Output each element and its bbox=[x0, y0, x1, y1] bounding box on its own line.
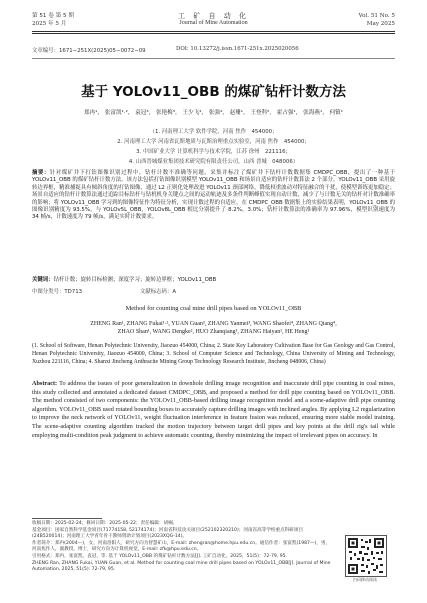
authors-en-line-2: ZHAO Shan¹, WANG Dengke², HUO Zhanqiang¹, ZHANG Haiyan¹, HE Heng¹ bbox=[117, 329, 310, 336]
abstract-cn bbox=[32, 170, 395, 222]
affiliations-en: (1. School of Software, Henan Polytechnic University, Jiaozuo 454000, China; 2. State Key Laboratory Cultivation Base for Gas Geology and Gas Control, Henan Polytechnic University, Jiaozuo 454000, China; 3. School of Computer Science and Technology, China University of Mining and Technology, Xuzhou 221116, China; 4. Shanxi Jincheng Anthracite Mining Group Technology Research Institute, Jincheng 048006, China) bbox=[32, 343, 395, 365]
paper-title-cn: 基于 YOLOv11_OBB 的煤矿钻杆计数方法 bbox=[81, 84, 346, 100]
footnote-author-bio: 作者简介：郑冉(2004—)，女，河南洛阳人，研究方向为智慧矿山，E-mail: zhengran@home.hpu.edu.cn。通信作者：张富凯(1987—)，男，河南焦作人，副教授，博士，研究方向为计算机视觉，E-mail: zfk@hpu.edu.cn。 bbox=[32, 540, 331, 553]
footnote-funding: 基金项目：国家自然科学基金项目(71774158, 52174174)；河南省科技攻关项目(252102320210)；河南省高等学校重点科研项目(24B520014)；河南理工大学青年骨干教师资助计划项目(2023XQG-14)。 bbox=[32, 527, 304, 540]
qr-code-graphic bbox=[346, 536, 386, 576]
header-rule-top bbox=[32, 31, 395, 32]
header-rule-bottom bbox=[32, 33, 395, 34]
abstract-en-text: To address the issues of poor generalization in downhole drilling image recognition and inaccurate drill pipe counting in coal mines, this study collected and annotated a dedicated dataset CMDPC_OBB, and proposed a method for drill pipe counting based on YOLOv11_OBB. The method consisted of two components: the YOLOv11_OBB-based drilling image recognition model and a scene-adaptive drill pipe counting algorithm. YOLOv11_OBB used rotated bounding boxes to accurately capture drilling images with inclined angles. By applying L2 regularization to improve the neck network of YOLOv11, weight fluctuation interference in feature fusion was reduced, ensuring more stable model training. The scene-adaptive counting algorithm tracked the motion trajectory between target drill pipes and key points at the drill rig's tail while employing multi-condition peak judgment to achieve automatic counting, thereby minimizing the impact of irrelevant pipes on accuracy. In bbox=[32, 380, 395, 439]
qr-caption: 扫码移动阅读 bbox=[353, 577, 377, 582]
authors-en-line-1: ZHENG Ran¹, ZHANG Fukai¹·², YUAN Guan³, ZHANG Yanmei³, WANG Shaofei⁴, ZHANG Qiang⁴, bbox=[90, 321, 337, 327]
volume-issue-en: Vol. 51 No. 5 bbox=[358, 13, 395, 19]
issue-date: May 2025 bbox=[366, 21, 395, 27]
abstract-en-label: Abstract: bbox=[32, 380, 60, 387]
meta-rule bbox=[32, 58, 395, 59]
volume-issue-cn: 第 51 卷 第 5 期 bbox=[32, 13, 74, 19]
abstract-en bbox=[32, 380, 395, 440]
keywords-cn-label: 关键词： bbox=[32, 277, 54, 283]
footnote-rule bbox=[32, 518, 102, 519]
date-en: 2025 年 5 月 bbox=[32, 21, 67, 27]
authors-en bbox=[0, 320, 427, 337]
abstract-cn-text: 针对煤矿井下打钻图像识别过程中，钻杆计数不准确等问题，采集并标注了煤矿井下钻杆计数数据集 CMDPC_OBB，提出了一种基于 YOLOv11_OBB 的煤矿钻杆计数方法。该方法包括打钻图像识别模型 YOLOv11_OBB 和场景自适应的钻杆计数算法 2 个部分。YOLOv11_OBB 采用旋转边界框，精准捕捉具有倾斜角度的打钻图像，通过 L2 正则化处理改进 YOLOv11 颈部网络，降低权重波动对特征融合的干扰，使模型训练更加稳定；场景自适应的钻杆计数算法通过追踪目标钻杆与钻机机身关键点之间的运动轨迹及多条件判断峰值实现自动计数，减少了与计数无关的钻杆对计数准确率的影响；将 YOLOv11_OBB 学习到的图像特征作为特征分析，实现计数过程的自适应。在 CMDPC_OBB 数据集上的实验结果表明，YOLOv11_OBB 的图像识别精度为 93.5%，与 YOLOv5L_OBB，YOLOv8L_OBB 相比分别提升了 8.2%，3.0%；钻杆计数算法的准确率为 97.96%，模型识别速度为 34 帧/s，计数速度为 79 帧/s，满足实时计数要求。 bbox=[32, 170, 395, 221]
qr-code bbox=[345, 535, 387, 577]
affiliation-1: （1. 河南理工大学 软件学院，河南 焦作 454000； bbox=[149, 129, 278, 135]
affiliation-2: 2. 河南理工大学 河南省瓦斯地质与瓦斯治理重点实验室，河南 焦作 454000； bbox=[117, 139, 310, 145]
footnote-citation-cn: 引用格式：郑冉，张富凯，袁冠，等. 基于 YOLOv11_OBB 的煤矿钻杆计数方法[J]. 工矿自动化，2025，51(5)：72-79, 95. bbox=[32, 553, 288, 559]
abstract-cn-label: 摘要： bbox=[32, 170, 50, 176]
doi: DOI: 10.13272/j.issn.1671-251x.2025020056 bbox=[176, 46, 299, 52]
journal-title-cn: 工 矿 自 动 化 bbox=[178, 12, 249, 20]
authors-cn: 郑冉¹， 张富凯¹·²， 袁冠³， 张艳梅³， 王少飞⁴， 张强⁴， 赵珊¹， 王登科²， 霍占强¹， 张海燕¹， 何镇¹ bbox=[83, 110, 344, 116]
footnote-received: 收稿日期：2025-02-24；修回日期：2025-05-22；责任编辑：胡娴。 bbox=[32, 521, 178, 526]
footnotes bbox=[32, 521, 332, 574]
affiliation-3: 3. 中国矿业大学 计算机科学与技术学院，江苏 徐州 221116； bbox=[136, 149, 291, 155]
journal-title-en: Journal of Mine Automation bbox=[179, 20, 248, 26]
keywords-cn bbox=[32, 277, 395, 284]
keywords-cn-text: 钻杆计数；旋转目标检测；深度学习；旋转边界框；YOLOv11_OBB bbox=[53, 277, 217, 283]
paper-title-en: Method for counting coal mine drill pipes based on YOLOv11_OBB bbox=[125, 305, 302, 312]
affiliation-4: 4. 山西晋城煤业集团技术研究院有限责任公司，山西 晋城 048006） bbox=[128, 159, 299, 165]
classification-cn: 中图分类号：TD713 bbox=[32, 289, 83, 295]
document-code: 文献标志码：A bbox=[140, 289, 177, 295]
footnote-citation-en: ZHENG Ran, ZHANG Fukai, YUAN Guan, et al. Method for counting coal mine drill pipes based on YOLOv11_OBB[J]. Journal of Mine Automation, 2025, 51(5): 72-79, 95. bbox=[32, 560, 331, 573]
article-number: 文章编号：1671−251X(2025)05−0072−09 bbox=[32, 48, 146, 54]
